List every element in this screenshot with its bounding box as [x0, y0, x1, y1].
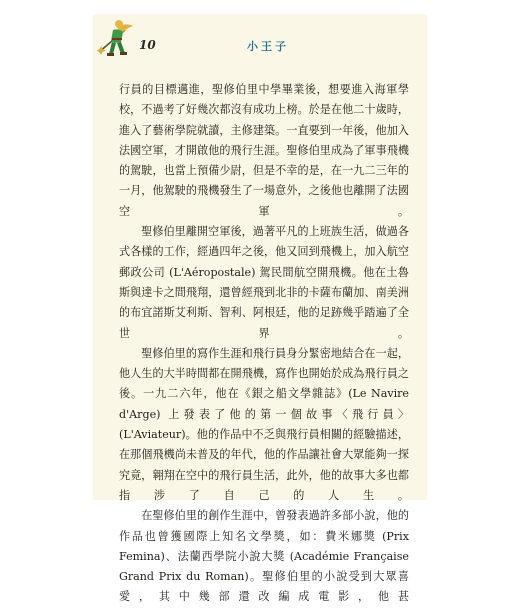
paragraph: 行員的目標邁進，聖修伯里中學畢業後，想要進入海軍學校，不過考了好幾次都沒有成功上榜。於是在他二十歲時，進入了藝術學院就讀，主修建築。一直要到一年後，他加入法國空軍，才開啟他的飛行生涯。聖修伯里成為了軍事飛機的駕駛，也當上預備少尉，但是不幸的是，在一九二三年的一月，他駕駛的飛機發生了一場意外，之後他也離開了法國空軍。	[119, 83, 409, 218]
paragraph: 在聖修伯里的創作生涯中，曾發表過許多部小說，他的作品也曾獲國際上知名文學獎，如：費米娜獎 (Prix Femina)、法蘭西學院小說大獎 (Académie Française Grand Prix du Roman)。聖修伯里的小說受到大眾喜愛，其中幾部還改編成電影，他甚	[119, 509, 409, 604]
book-title: 小王子	[247, 40, 289, 53]
book-page	[93, 14, 427, 604]
body-text	[119, 80, 409, 608]
paragraph: 聖修伯里離開空軍後，過著平凡的上班族生活，做過各式各樣的工作，經過四年之後，他又回到飛機上，加入航空郵政公司 (L'Aéropostale) 駕民間航空開飛機。他在土魯斯與達卡之間飛翔，還曾經飛到北非的卡薩布蘭加、南美洲的布宜諾斯艾利斯、智利、阿根廷，他的足跡幾乎踏遍了全世界。	[119, 225, 409, 340]
page-number: 10	[139, 38, 156, 52]
paragraph: 聖修伯里的寫作生涯和飛行員身分緊密地結合在一起，他人生的大半時間都在開飛機，寫作也開始於成為飛行員之後。一九二六年，他在《銀之船文學雜誌》(Le Navire d'Arge) 上發表了他的第一個故事〈飛行員〉(L'Aviateur)。他的作品中不乏與飛行員相關的經驗描述，在那個飛機尚未普及的年代，他的作品讓社會大眾能夠一探究竟，翱翔在空中的飛行員生活，此外，他的故事大多也都指涉了自己的人生。	[119, 346, 409, 502]
little-prince-sword-icon	[95, 16, 137, 60]
page-header	[93, 14, 427, 62]
